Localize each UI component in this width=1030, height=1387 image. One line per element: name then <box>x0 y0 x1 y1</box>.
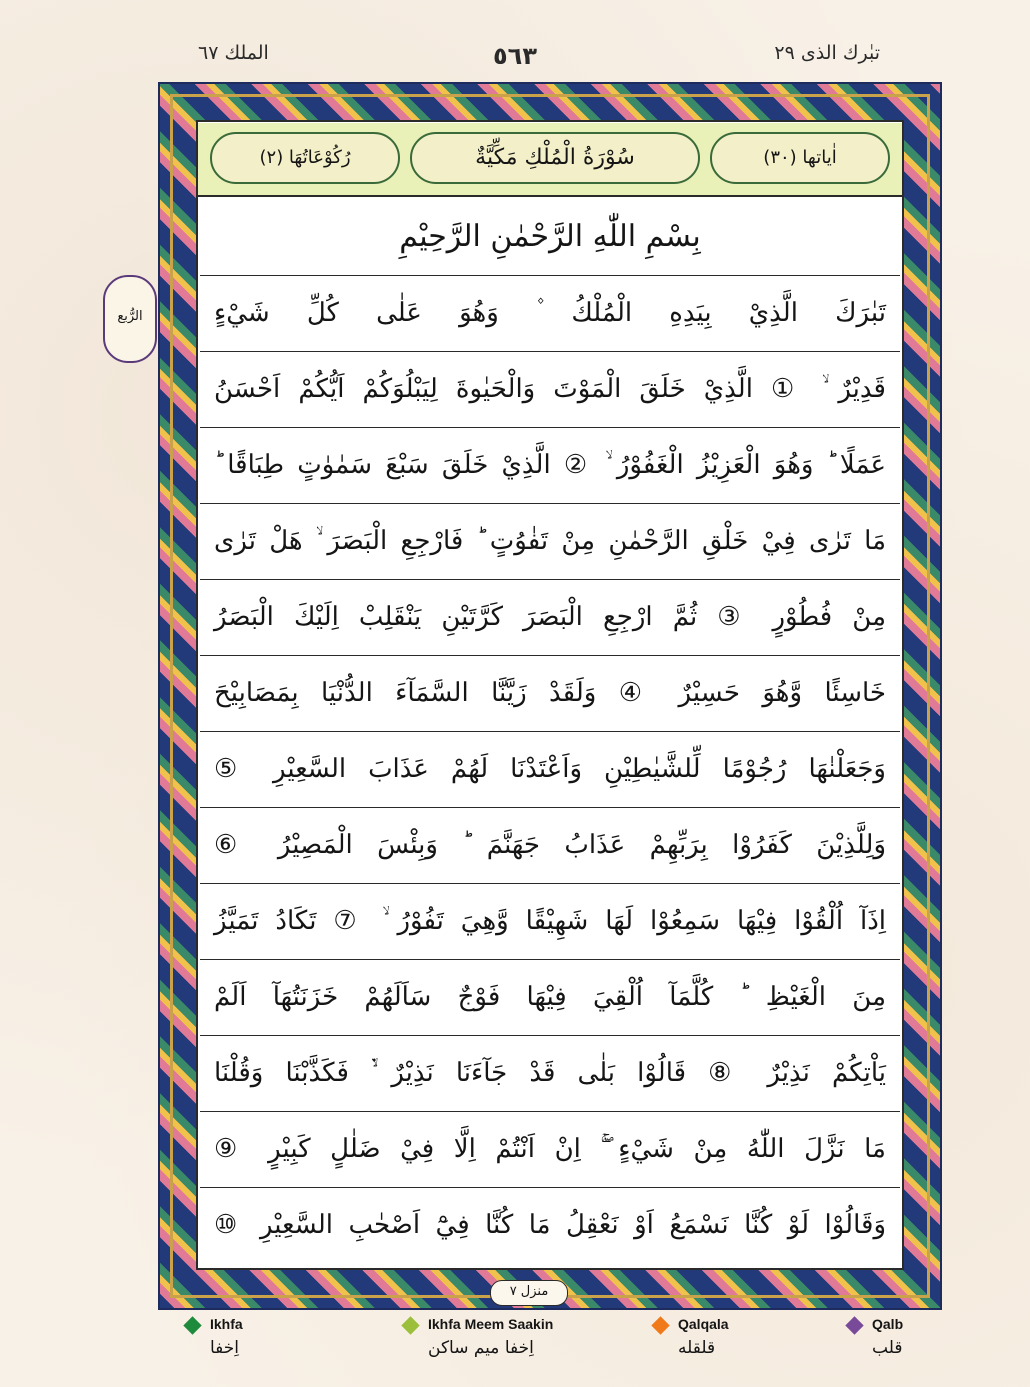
verse-line-4: مَا تَرٰى فِيْ خَلْقِ الرَّحْمٰنِ مِنْ تَفٰوُتٍ ؕ فَارْجِعِ الْبَصَرَ ۙ هَلْ تَرٰى <box>200 504 900 580</box>
legend-qalb-en: Qalb <box>872 1316 904 1332</box>
para-name: تبٰرك الذى ٢٩ <box>774 42 880 64</box>
verse-line-9: اِذَآ اُلْقُوْا فِيْهَا سَمِعُوْا لَهَا شَهِيْقًا وَّهِيَ تَفُوْرُ ۙ ⑦ تَكَادُ تَمَيَّزُ <box>200 884 900 960</box>
rub-marker: الرُّبع <box>103 275 157 363</box>
legend-qalb <box>848 1316 968 1376</box>
qalb-diamond-icon <box>845 1316 863 1334</box>
verse-line-6: خَاسِئًا وَّهُوَ حَسِيْرٌ ④ وَلَقَدْ زَيَّنَّا السَّمَآءَ الدُّنْيَا بِمَصَابِيْحَ <box>200 656 900 732</box>
manzil-marker: منزل ٧ <box>490 1280 568 1306</box>
ruku-count-cartouche: رُكُوْعَاتُھَا (٢) <box>210 132 400 184</box>
verse-line-12: مَا نَزَّلَ اللّٰهُ مِنْ شَيْءٍ ۚۖ اِنْ اَنْتُمْ اِلَّا فِيْ ضَلٰلٍ كَبِيْرٍ ⑨ <box>200 1112 900 1188</box>
qalqala-diamond-icon <box>651 1316 669 1334</box>
verse-line-7: وَجَعَلْنٰهَا رُجُوْمًا لِّلشَّيٰطِيْنِ وَاَعْتَدْنَا لَهُمْ عَذَابَ السَّعِيْرِ ⑤ <box>200 732 900 808</box>
surah-name-header: الملك ٦٧ <box>198 42 269 64</box>
legend-qalqala <box>654 1316 804 1376</box>
legend-ikhfa-en: Ikhfa <box>210 1316 243 1332</box>
ikhfa-diamond-icon <box>183 1316 201 1334</box>
verse-line-5: مِنْ فُطُوْرٍ ③ ثُمَّ ارْجِعِ الْبَصَرَ كَرَّتَيْنِ يَنْقَلِبْ اِلَيْكَ الْبَصَرُ <box>200 580 900 656</box>
verse-line-11: يَاْتِكُمْ نَذِيْرٌ ⑧ قَالُوْا بَلٰى قَدْ جَآءَنَا نَذِيْرٌ ۙ۬ فَكَذَّبْنَا وَقُلْنَا <box>200 1036 900 1112</box>
surah-title-cartouche: سُوْرَةُ الْمُلْكِ مَكِّيَّةٌ <box>410 132 700 184</box>
legend-ikhfa <box>186 1316 336 1376</box>
legend-ikhfa-meem-saakin <box>404 1316 624 1376</box>
legend-ikhfa-meem-ur: اِخفا میم ساکن <box>428 1338 534 1358</box>
verse-line-1: تَبٰرَكَ الَّذِيْ بِيَدِهِ الْمُلْكُ ۫ وَهُوَ عَلٰى كُلِّ شَيْءٍ <box>200 276 900 352</box>
legend-ikhfa-meem-en: Ikhfa Meem Saakin <box>428 1316 554 1332</box>
legend-qalb-ur: قلب <box>872 1338 903 1358</box>
ayat-count-cartouche: اٰیاتھا (٣٠) <box>710 132 890 184</box>
bismillah-line: بِسْمِ اللّٰهِ الرَّحْمٰنِ الرَّحِيْمِ <box>200 200 900 276</box>
legend-qalqala-en: Qalqala <box>678 1316 729 1332</box>
verse-line-2: قَدِيْرٌ ۙ ① الَّذِيْ خَلَقَ الْمَوْتَ وَالْحَيٰوةَ لِيَبْلُوَكُمْ اَيُّكُمْ اَحْسَنُ <box>200 352 900 428</box>
verse-line-10: مِنَ الْغَيْظِ ؕ كُلَّمَآ اُلْقِيَ فِيْهَا فَوْجٌ سَاَلَهُمْ خَزَنَتُهَآ اَلَمْ <box>200 960 900 1036</box>
page-number: ٥٦٣ <box>493 42 537 70</box>
ikhfa-meem-diamond-icon <box>401 1316 419 1334</box>
legend-ikhfa-ur: اِخفا <box>210 1338 240 1358</box>
verse-line-3: عَمَلًا ؕ وَهُوَ الْعَزِيْزُ الْغَفُوْرُ ۙ ② الَّذِيْ خَلَقَ سَبْعَ سَمٰوٰتٍ طِبَاقًا ؕ <box>200 428 900 504</box>
verse-line-13: وَقَالُوْا لَوْ كُنَّا نَسْمَعُ اَوْ نَعْقِلُ مَا كُنَّا فِيْٓ اَصْحٰبِ السَّعِيْرِ ⑩ <box>214 1210 886 1240</box>
verse-line-8: وَلِلَّذِيْنَ كَفَرُوْا بِرَبِّهِمْ عَذَابُ جَهَنَّمَ ؕ وَبِئْسَ الْمَصِيْرُ ⑥ <box>200 808 900 884</box>
legend-qalqala-ur: قلقله <box>678 1338 716 1358</box>
